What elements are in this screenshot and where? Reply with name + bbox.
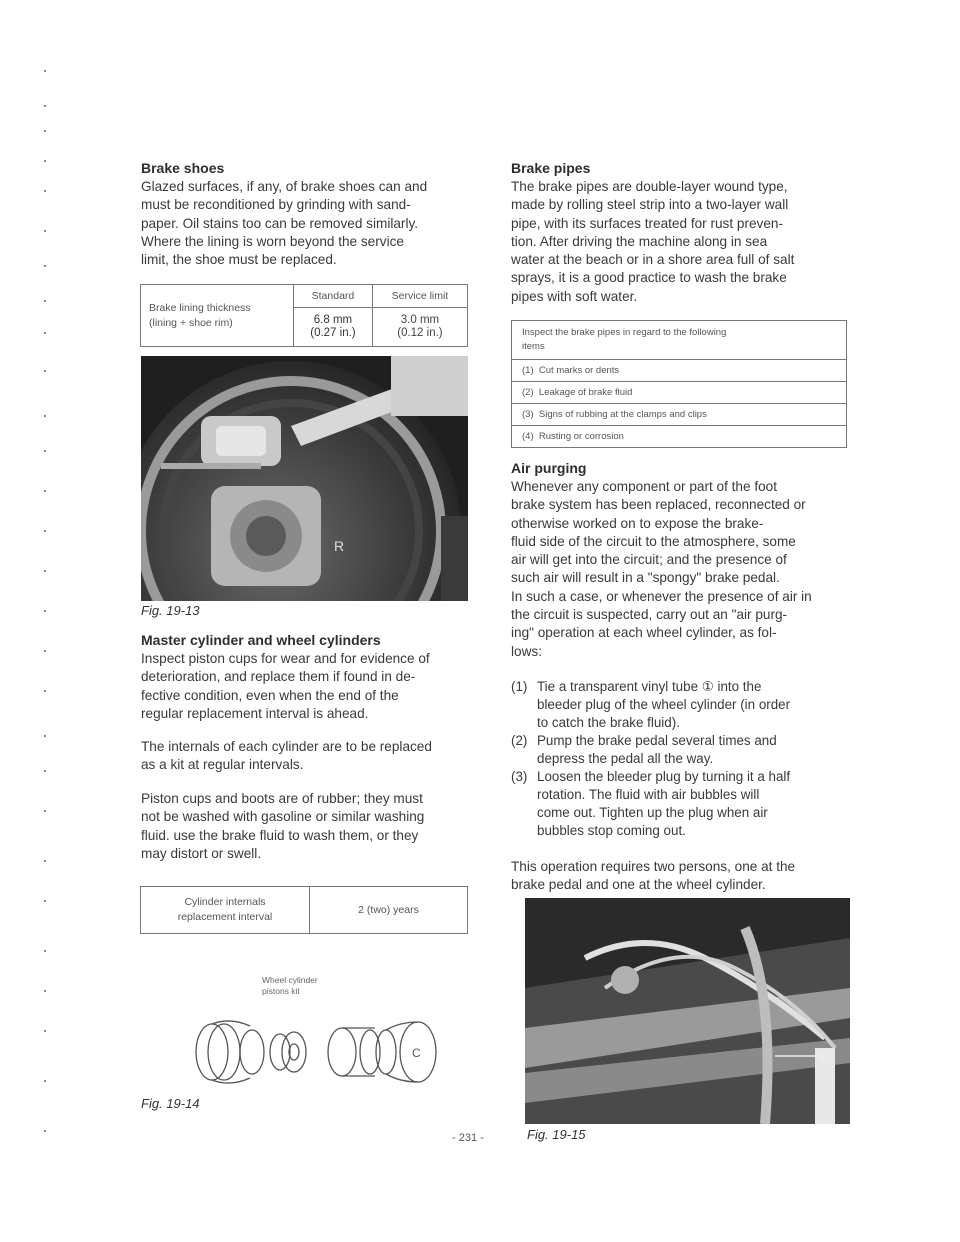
text-line: fective condition, even when the end of the xyxy=(141,687,399,703)
inspect-row-num: (4) xyxy=(522,431,534,442)
fig-19-14-caption: Fig. 19-14 xyxy=(141,1096,200,1111)
step-line: bubbles stop coming out. xyxy=(537,823,686,838)
inspect-header-line: items xyxy=(522,341,545,352)
brake-pipes-paragraph xyxy=(511,178,846,306)
air-purging-paragraph xyxy=(511,478,846,661)
text-line: limit, the shoe must be replaced. xyxy=(141,252,337,268)
interval-value: 2 (two) years xyxy=(310,887,468,934)
text-line: brake pedal and one at the wheel cylinder. xyxy=(511,877,766,893)
fig-19-13-caption: Fig. 19-13 xyxy=(141,603,200,618)
inspect-row xyxy=(512,404,847,426)
step-line: depress the pedal all the way. xyxy=(537,751,714,766)
inspect-row-text: Rusting or corrosion xyxy=(538,431,624,442)
purge-step-1 xyxy=(511,678,846,734)
step-line: to catch the brake fluid). xyxy=(537,715,680,730)
inspect-row xyxy=(512,426,847,448)
text-line: deterioration, and replace them if found in de- xyxy=(141,669,416,685)
master-cylinder-heading: Master cylinder and wheel cylinders xyxy=(141,632,381,648)
text-line: pipe, with its surfaces treated for rust preven- xyxy=(511,215,783,231)
text-line: Inspect piston cups for wear and for evidence of xyxy=(141,651,430,666)
inspect-header-cell xyxy=(512,321,847,360)
inspect-row-text: Leakage of brake fluid xyxy=(538,387,633,398)
interval-label-line: Cylinder internals xyxy=(184,896,266,908)
inspect-row xyxy=(512,360,847,382)
text-line: made by rolling steel strip into a two-layer wall xyxy=(511,197,789,213)
kit-label-line: Wheel cylinder xyxy=(262,975,318,985)
standard-mm: 6.8 mm xyxy=(313,314,353,326)
service-mm: 3.0 mm xyxy=(400,314,440,326)
brake-shoes-paragraph xyxy=(141,178,466,269)
text-line: tion. After driving the machine along in sea xyxy=(511,233,768,249)
brake-drum-illustration xyxy=(141,356,468,601)
text-line: paper. Oil stains too can be removed similarly. xyxy=(141,215,419,231)
air-purging-heading: Air purging xyxy=(511,460,587,476)
text-line: In such a case, or whenever the presence of air in xyxy=(511,588,812,604)
closing-paragraph xyxy=(511,858,846,895)
fig-19-15-caption: Fig. 19-15 xyxy=(527,1127,586,1142)
text-line: The internals of each cylinder are to be replaced xyxy=(141,739,432,754)
text-line: such air will result in a "spongy" brake pedal. xyxy=(511,570,780,586)
inspect-row-num: (1) xyxy=(522,365,534,376)
text-line: brake system has been replaced, reconnected or xyxy=(511,497,806,513)
text-line: the circuit is suspected, carry out an "air purg- xyxy=(511,607,788,623)
standard-value-cell xyxy=(294,308,373,347)
text-line: regular replacement interval is ahead. xyxy=(141,705,369,721)
inspect-row xyxy=(512,382,847,404)
step-line: Tie a transparent vinyl tube ① into the xyxy=(537,679,762,694)
page-number: - 231 - xyxy=(452,1132,484,1144)
text-line: lows: xyxy=(511,643,542,659)
kit-label-line: pistons kit xyxy=(262,986,300,996)
text-line: Piston cups and boots are of rubber; they must xyxy=(141,791,423,806)
interval-label-line: replacement interval xyxy=(177,911,273,923)
pistons-kit-illustration xyxy=(190,1012,460,1092)
bleeder-tube-photo xyxy=(525,898,850,1124)
standard-header: Standard xyxy=(294,285,373,308)
brake-pipes-heading: Brake pipes xyxy=(511,160,591,176)
interval-label-cell xyxy=(141,887,310,934)
lining-thickness-table xyxy=(140,284,468,347)
step-number: (3) xyxy=(511,769,528,784)
text-line: otherwise worked on to expose the brake- xyxy=(511,515,764,531)
text-line: ing" operation at each wheel cylinder, as fol- xyxy=(511,625,777,641)
text-line: sprays, it is a good practice to wash the brake xyxy=(511,270,787,286)
service-in: (0.12 in.) xyxy=(397,327,443,339)
text-line: Glazed surfaces, if any, of brake shoes can and xyxy=(141,179,428,194)
svg-text:C: C xyxy=(412,1046,421,1060)
text-line: may distort or swell. xyxy=(141,845,262,861)
text-line: not be washed with gasoline or similar washing xyxy=(141,809,425,825)
purge-step-2 xyxy=(511,732,846,770)
lining-label-line: (lining + shoe rim) xyxy=(149,316,233,329)
step-line: rotation. The fluid with air bubbles will xyxy=(537,787,760,802)
figure-label-r: R xyxy=(334,538,345,554)
master-cylinder-paragraph xyxy=(141,650,466,723)
lining-label-line: Brake lining thickness xyxy=(149,301,251,314)
text-line: fluid. use the brake fluid to wash them, or they xyxy=(141,827,419,843)
purge-step-3 xyxy=(511,768,846,842)
text-line: as a kit at regular intervals. xyxy=(141,757,304,773)
wheel-cylinder-illustration xyxy=(525,898,850,1124)
lining-label-cell xyxy=(141,285,294,347)
step-line: bleeder plug of the wheel cylinder (in order xyxy=(537,697,791,712)
text-line: pipes with soft water. xyxy=(511,288,638,304)
replacement-interval-table xyxy=(140,886,468,934)
piston-cups-paragraph xyxy=(141,790,466,863)
text-line: fluid side of the circuit to the atmosphere, some xyxy=(511,533,796,549)
inspect-row-num: (2) xyxy=(522,387,534,398)
internals-paragraph xyxy=(141,738,466,775)
vinyl-tube-marker: ① xyxy=(817,1051,827,1063)
service-limit-header: Service limit xyxy=(372,285,467,308)
standard-in: (0.27 in.) xyxy=(310,327,356,339)
text-line: The brake pipes are double-layer wound type, xyxy=(511,179,788,194)
step-line: Loosen the bleeder plug by turning it a half xyxy=(537,769,791,784)
inspect-row-text: Signs of rubbing at the clamps and clips xyxy=(538,409,707,420)
text-line: This operation requires two persons, one at the xyxy=(511,859,796,874)
inspect-row-num: (3) xyxy=(522,409,534,420)
inspect-header-line: Inspect the brake pipes in regard to the following xyxy=(522,327,727,338)
inspect-pipes-table xyxy=(511,320,847,448)
step-number: (1) xyxy=(511,679,528,694)
text-line: Where the lining is worn beyond the service xyxy=(141,233,404,249)
brake-shoes-heading: Brake shoes xyxy=(141,160,225,176)
step-line: Pump the brake pedal several times and xyxy=(537,733,777,748)
step-number: (2) xyxy=(511,733,528,748)
service-value-cell xyxy=(372,308,467,347)
pistons-kit-label xyxy=(262,975,318,997)
inspect-row-text: Cut marks or dents xyxy=(538,365,620,376)
step-line: come out. Tighten up the plug when air xyxy=(537,805,768,820)
margin-scan-marks xyxy=(44,70,48,1170)
text-line: air will get into the circuit; and the presence of xyxy=(511,552,787,568)
text-line: Whenever any component or part of the foot xyxy=(511,479,777,494)
brake-shoe-caliper-photo xyxy=(141,356,468,601)
text-line: water at the beach or in a shore area full of salt xyxy=(511,252,795,268)
text-line: must be reconditioned by grinding with sand- xyxy=(141,197,411,213)
